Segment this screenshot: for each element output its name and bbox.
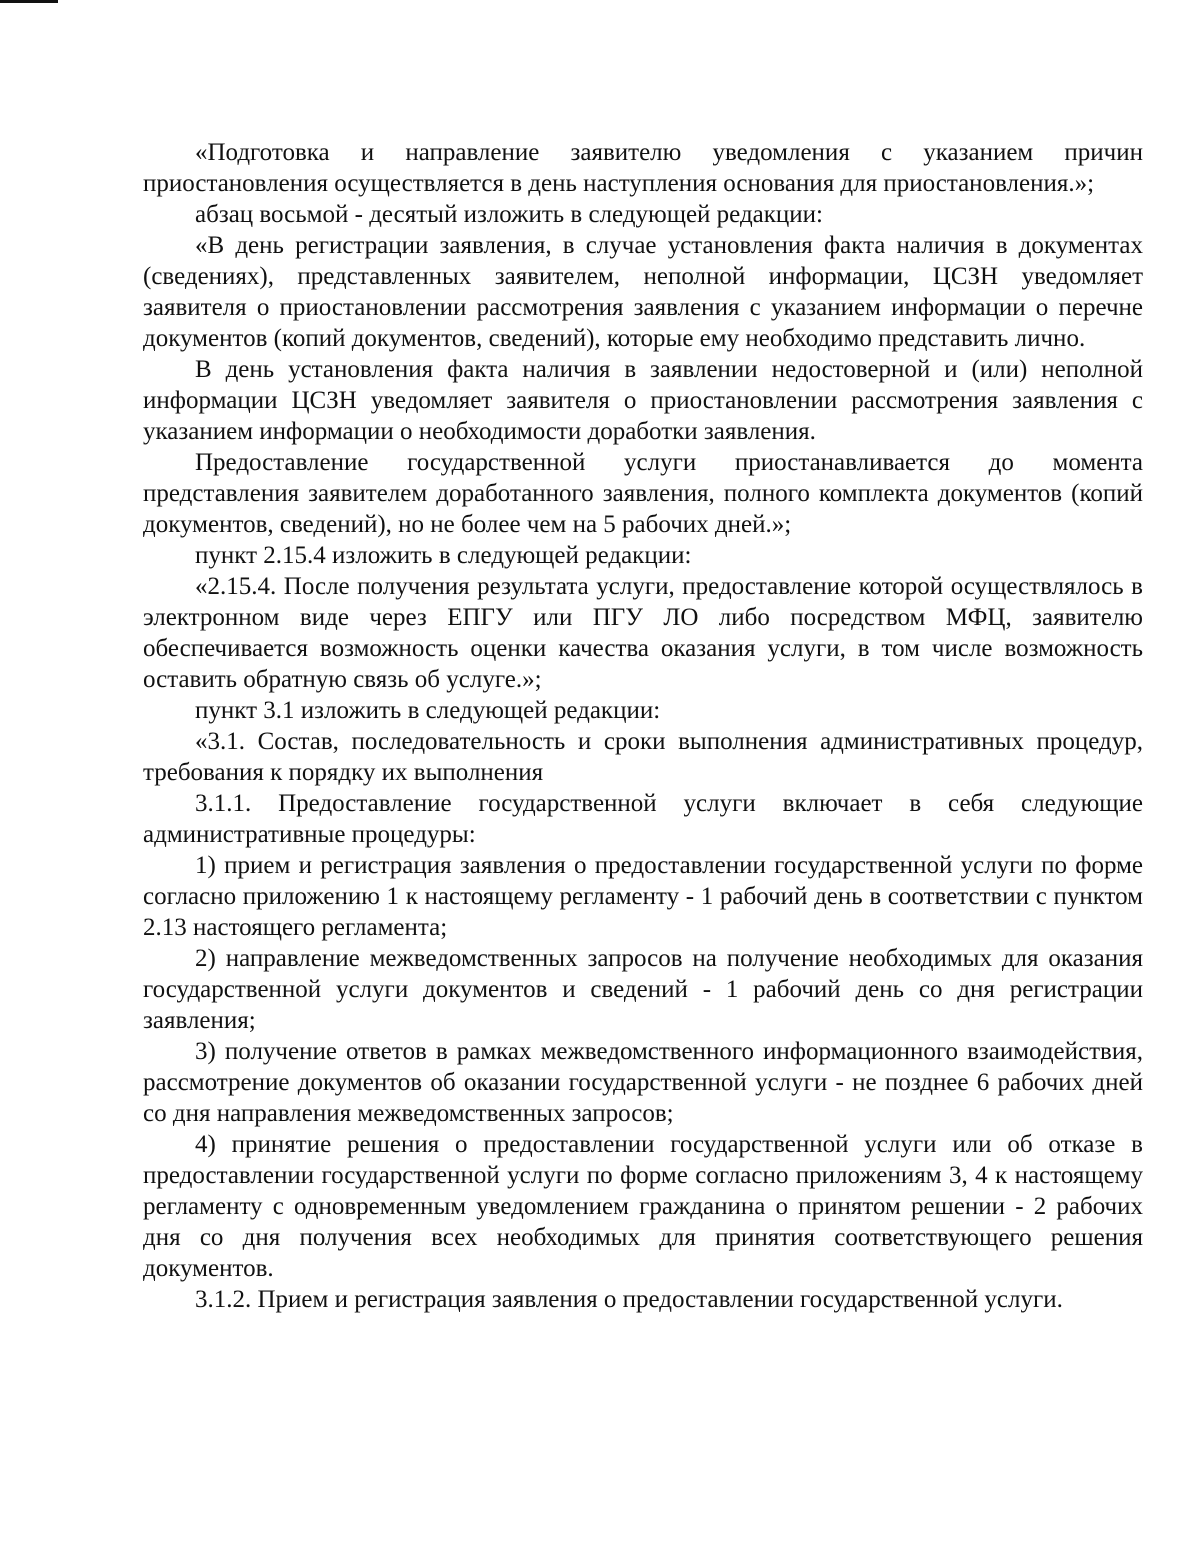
paragraph-3: «В день регистрации заявления, в случае установления факта наличия в документах (сведениях), представленных заявителем, неполной информации, ЦСЗН уведомляет заявителя о приостановлении рассмотрения заявления с указанием информации о перечне документов (копий документов, сведений), которые ему необходимо представить лично. [143,232,1143,352]
paragraph-14: 4) принятие решения о предоставлении государственной услуги или об отказе в предоставлении государственной услуги по форме согласно приложениям 3, 4 к настоящему регламенту с одновременным уведомлением гражданина о принятом решении - 2 рабочих дня со дня получения всех необходимых для принятия соответствующего решения документов. [143,1131,1143,1282]
paragraph-5: Предоставление государственной услуги приостанавливается до момента представления заявителем доработанного заявления, полного комплекта документов (копий документов, сведений), но не более чем на 5 рабочих дней.»; [143,449,1143,538]
paragraph-4: В день установления факта наличия в заявлении недостоверной и (или) неполной информации ЦСЗН уведомляет заявителя о приостановлении рассмотрения заявления с указанием информации о необходимости доработки заявления. [143,356,1143,445]
paragraph-12: 2) направление межведомственных запросов на получение необходимых для оказания государственной услуги документов и сведений - 1 рабочий день со дня регистрации заявления; [143,945,1143,1034]
paragraph-1: «Подготовка и направление заявителю уведомления с указанием причин приостановления осуществляется в день наступления основания для приостановления.»; [143,139,1143,197]
document-page [143,137,1143,1315]
paragraph-8: пункт 3.1 изложить в следующей редакции: [195,697,661,724]
scan-edge-mark [0,0,58,3]
paragraph-6: пункт 2.15.4 изложить в следующей редакции: [195,542,692,569]
paragraph-13: 3) получение ответов в рамках межведомственного информационного взаимодействия, рассмотрение документов об оказании государственной услуги - не позднее 6 рабочих дней со дня направления межведомственных запросов; [143,1038,1143,1127]
paragraph-15: 3.1.2. Прием и регистрация заявления о предоставлении государственной услуги. [195,1286,1063,1313]
paragraph-10: 3.1.1. Предоставление государственной услуги включает в себя следующие административные процедуры: [143,790,1143,848]
paragraph-9: «3.1. Состав, последовательность и сроки выполнения административных процедур, требования к порядку их выполнения [143,728,1143,786]
paragraph-7: «2.15.4. После получения результата услуги, предоставление которой осуществлялось в электронном виде через ЕПГУ или ПГУ ЛО либо посредством МФЦ, заявителю обеспечивается возможность оценки качества оказания услуги, в том числе возможность оставить обратную связь об услуге.»; [143,573,1143,693]
paragraph-11: 1) прием и регистрация заявления о предоставлении государственной услуги по форме согласно приложению 1 к настоящему регламенту - 1 рабочий день в соответствии с пунктом 2.13 настоящего регламента; [143,852,1143,941]
paragraph-2: абзац восьмой - десятый изложить в следующей редакции: [195,201,823,228]
